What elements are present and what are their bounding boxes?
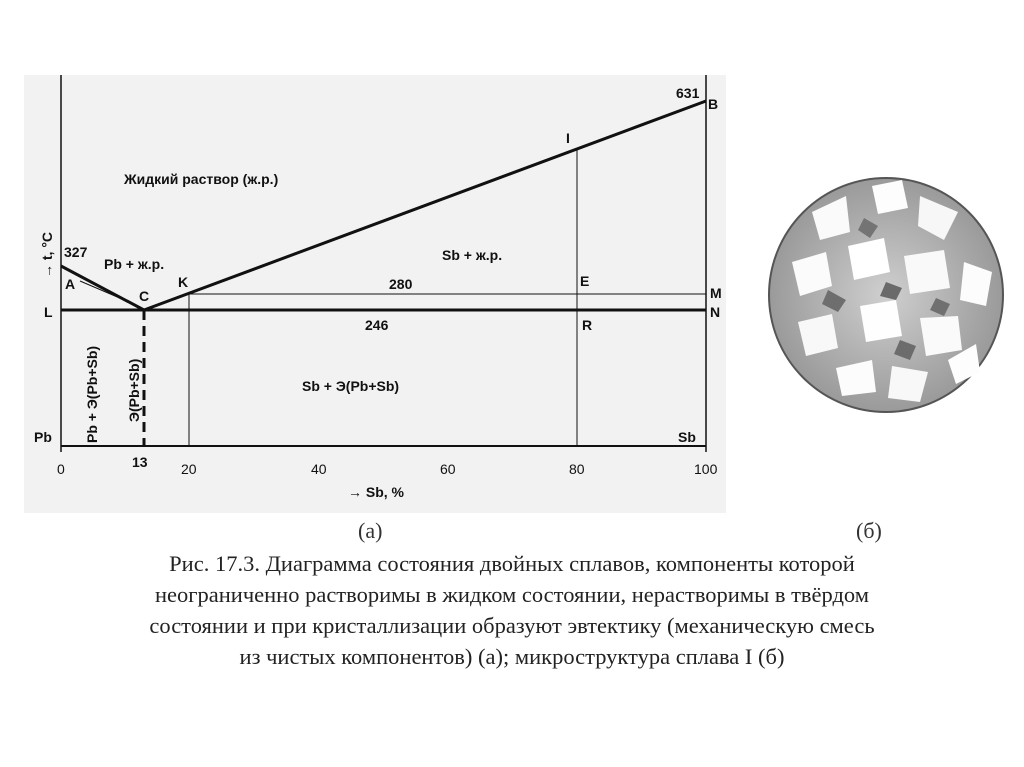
label-sb-liquid: Sb + ж.р. [442, 247, 503, 263]
subcaption-a: (а) [358, 518, 383, 543]
caption-line-1: Рис. 17.3. Диаграмма состояния двойных сплавов, компоненты которой [169, 551, 855, 576]
subcaption-b: (б) [856, 518, 882, 543]
label-eutectic: Э(Pb+Sb) [126, 358, 142, 422]
x-axis-label: → Sb, % [348, 484, 405, 500]
value-280: 280 [389, 276, 413, 292]
label-pb-liquid: Pb + ж.р. [104, 256, 165, 272]
point-e: E [580, 273, 590, 289]
caption-line-2: неограниченно растворимы в жидком состоянии, нерастворимы в твёрдом [155, 582, 869, 607]
figure-caption [30, 548, 994, 672]
x-tick-80: 80 [569, 461, 585, 477]
caption-line-3: состоянии и при кристаллизации образуют эвтектику (механическую смесь [149, 613, 875, 638]
label-sb-axis: Sb [678, 429, 696, 445]
value-327: 327 [64, 244, 88, 260]
point-k: K [178, 274, 189, 290]
t-axis-label: → t, °C [39, 231, 55, 278]
value-246: 246 [365, 317, 389, 333]
point-a: A [65, 276, 76, 292]
label-pb-axis: Pb [34, 429, 52, 445]
value-631: 631 [676, 85, 700, 101]
point-l: L [44, 304, 53, 320]
x-tick-40: 40 [311, 461, 327, 477]
label-sb-eutectic: Sb + Э(Pb+Sb) [302, 378, 400, 394]
x-tick-60: 60 [440, 461, 456, 477]
point-r: R [582, 317, 593, 333]
microstructure-image [769, 178, 1003, 412]
label-pb-eutectic: Pb + Э(Pb+Sb) [84, 345, 100, 443]
point-b: B [708, 96, 719, 112]
point-i: I [566, 130, 570, 146]
point-m: M [710, 285, 722, 301]
point-c: C [139, 288, 150, 304]
label-liquid: Жидкий раствор (ж.р.) [124, 171, 279, 187]
x-tick-0: 0 [57, 461, 65, 477]
x-tick-20: 20 [181, 461, 197, 477]
x-tick-100: 100 [694, 461, 718, 477]
point-n: N [710, 304, 721, 320]
value-13: 13 [132, 454, 148, 470]
caption-line-4: из чистых компонентов) (а); микроструктура сплава I (б) [239, 644, 785, 669]
